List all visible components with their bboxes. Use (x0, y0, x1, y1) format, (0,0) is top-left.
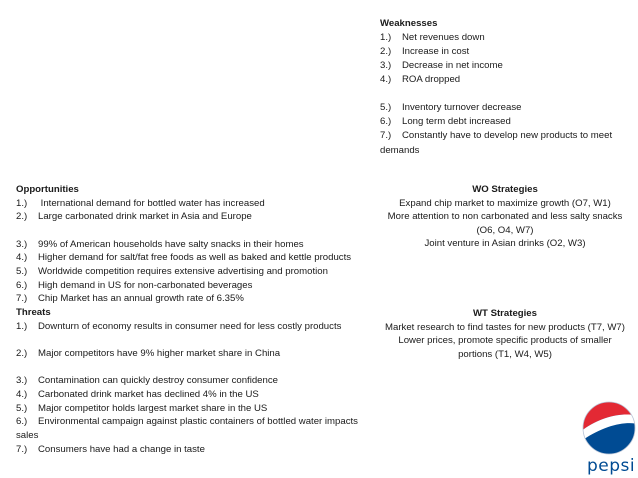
wo-strategies-section (378, 183, 632, 251)
spacer (380, 87, 630, 101)
wt-strategies-heading: WT Strategies (473, 308, 537, 319)
wo-strategy-item: Joint venture in Asian drinks (O2, W3) (424, 238, 586, 250)
threat-item: 2.) Major competitors have 9% higher market share in China (16, 348, 281, 359)
weakness-item: 1.) Net revenues down (380, 31, 485, 43)
weakness-item: 4.) ROA dropped (380, 74, 461, 86)
opportunity-item: 7.) Chip Market has an annual growth rate of 6.35% (16, 293, 244, 305)
weakness-item: 5.) Inventory turnover decrease (380, 102, 522, 113)
wt-strategy-item: Lower prices, promote specific products of smaller portions (T1, W4, W5) (398, 335, 612, 360)
opportunity-item: 2.) Large carbonated drink market in Asia and Europe (16, 211, 252, 223)
weakness-item: 6.) Long term debt increased (380, 116, 511, 128)
threat-item: 1.) Downturn of economy results in consumer need for less costly products (16, 320, 342, 332)
weakness-item: 3.) Decrease in net income (380, 60, 503, 71)
threat-item: 3.) Contamination can quickly destroy consumer confidence (16, 375, 278, 387)
wt-strategy-item: Market research to find tastes for new products (T7, W7) (385, 321, 625, 333)
threat-item: 5.) Major competitor holds largest market share in the US (16, 402, 268, 414)
pepsi-wordmark: pepsi (586, 456, 636, 476)
opportunities-heading: Opportunities (16, 184, 79, 195)
weakness-item: 2.) Increase in cost (380, 45, 470, 57)
opportunity-item: 5.) Worldwide competition requires extensive advertising and promotion (16, 266, 328, 277)
opportunity-item: 6.) High demand in US for non-carbonated beverages (16, 279, 253, 291)
weaknesses-section (380, 17, 630, 158)
threat-item: 7.) Consumers have had a change in taste (16, 443, 205, 455)
threats-heading: Threats (16, 307, 51, 319)
wo-strategy-item: Expand chip market to maximize growth (O7, W1) (399, 197, 611, 209)
threat-item: 4.) Carbonated drink market has declined 4% in the US (16, 389, 259, 400)
spacer (16, 224, 376, 238)
opportunity-item: 1.) International demand for bottled water has increased (16, 197, 265, 209)
opportunity-item: 3.) 99% of American households have salty snacks in their homes (16, 238, 304, 250)
wt-strategies-section (378, 307, 632, 361)
spacer (16, 333, 376, 347)
pepsi-logo (580, 398, 638, 478)
pepsi-globe-icon (580, 398, 638, 460)
weakness-item: 7.) Constantly have to develop new products to meet demands (380, 130, 613, 156)
spacer (16, 361, 376, 375)
wo-strategies-heading: WO Strategies (472, 184, 538, 195)
weaknesses-heading: Weaknesses (380, 18, 438, 29)
threat-item: 6.) Environmental campaign against plastic containers of bottled water impacts sales (16, 416, 358, 442)
wo-strategy-item: More attention to non carbonated and less salty snacks (O6, O4, W7) (387, 211, 623, 236)
opportunity-item: 4.) Higher demand for salt/fat free foods as well as baked and kettle products (16, 252, 352, 264)
opportunities-threats-section (16, 183, 376, 457)
